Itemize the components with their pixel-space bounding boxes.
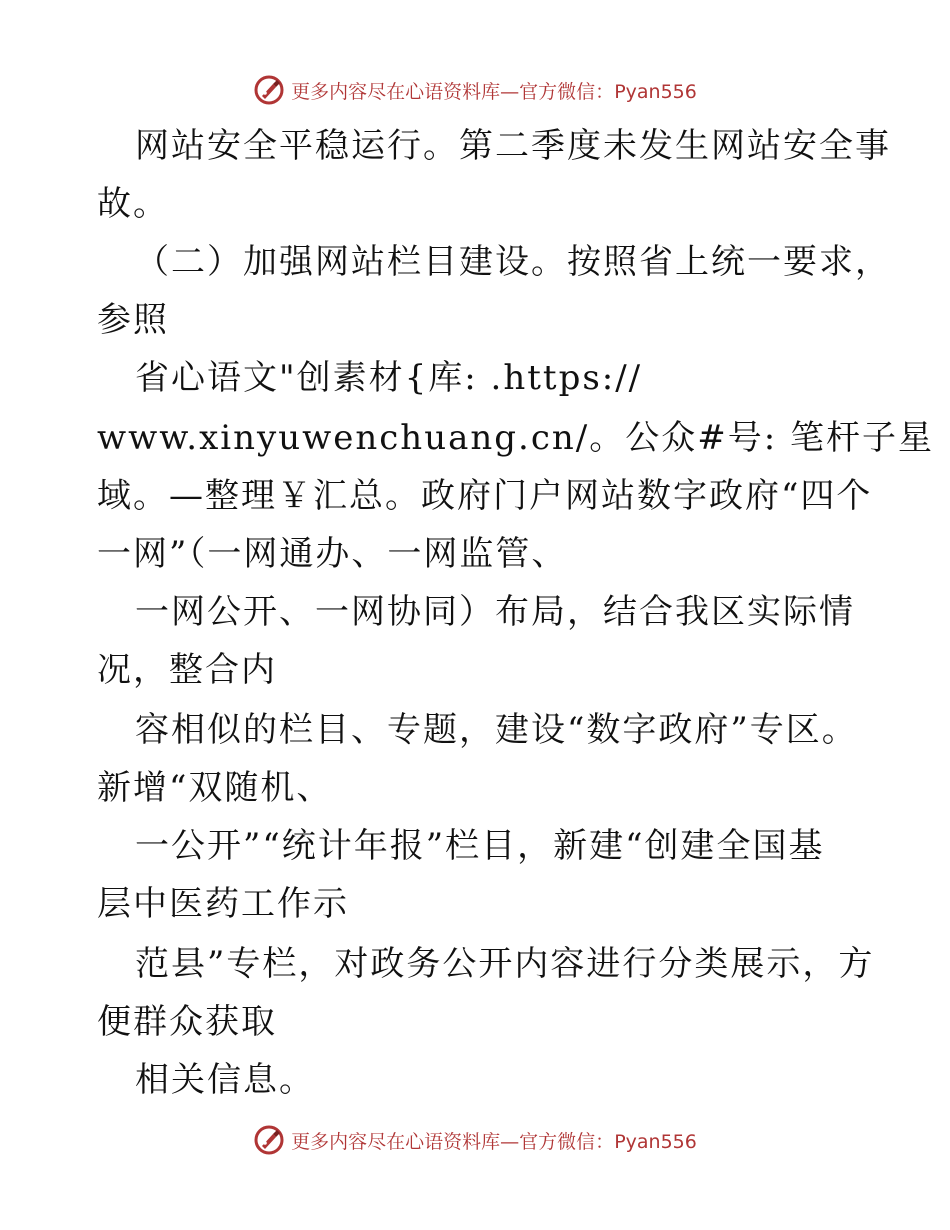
body-line: 便群众获取 [97, 1002, 277, 1042]
footer-watermark-banner [0, 1120, 950, 1160]
banner-separator: — [500, 80, 520, 103]
banner-separator: — [500, 1130, 520, 1153]
banner-text [291, 1127, 697, 1154]
banner-wechat-id: Pyan556 [614, 1130, 697, 1153]
body-line: 一网公开、一网协同）布局，结合我区实际情 [135, 592, 855, 632]
body-line: 故。 [97, 184, 169, 224]
body-line: 相关信息。 [135, 1060, 315, 1100]
body-line: 参照 [97, 300, 169, 340]
body-line: 域。—整理￥汇总。政府门户网站数字政府“四个 [97, 476, 873, 516]
pen-nib-logo-icon [253, 74, 285, 106]
body-line: 新增“双随机、 [97, 768, 333, 808]
body-line: 一公开”“统计年报”栏目，新建“创建全国基 [135, 826, 825, 866]
banner-promo-text: 更多内容尽在心语资料库 [291, 1130, 501, 1153]
header-watermark-banner [0, 70, 950, 110]
banner-official-text: 官方微信： [519, 80, 615, 103]
pen-nib-logo-icon [253, 1124, 285, 1156]
body-line: 省心语文"创素材{库: .https:// [135, 358, 643, 398]
banner-official-text: 官方微信： [519, 1130, 615, 1153]
body-line: 层中医药工作示 [97, 884, 349, 924]
body-line: （二）加强网站栏目建设。按照省上统一要求， [135, 242, 891, 282]
body-line: www.xinyuwenchuang.cn/。公众#号: 笔杆子星 [97, 418, 934, 458]
banner-text [291, 77, 697, 104]
body-line: 容相似的栏目、专题，建设“数字政府”专区。 [135, 710, 858, 750]
body-line: 网站安全平稳运行。第二季度未发生网站安全事 [135, 126, 891, 166]
banner-promo-text: 更多内容尽在心语资料库 [291, 80, 501, 103]
body-line: 一网”（一网通办、一网监管、 [97, 534, 568, 574]
banner-wechat-id: Pyan556 [614, 80, 697, 103]
body-line: 范县”专栏，对政务公开内容进行分类展示，方 [135, 944, 875, 984]
body-line: 况，整合内 [97, 650, 277, 690]
